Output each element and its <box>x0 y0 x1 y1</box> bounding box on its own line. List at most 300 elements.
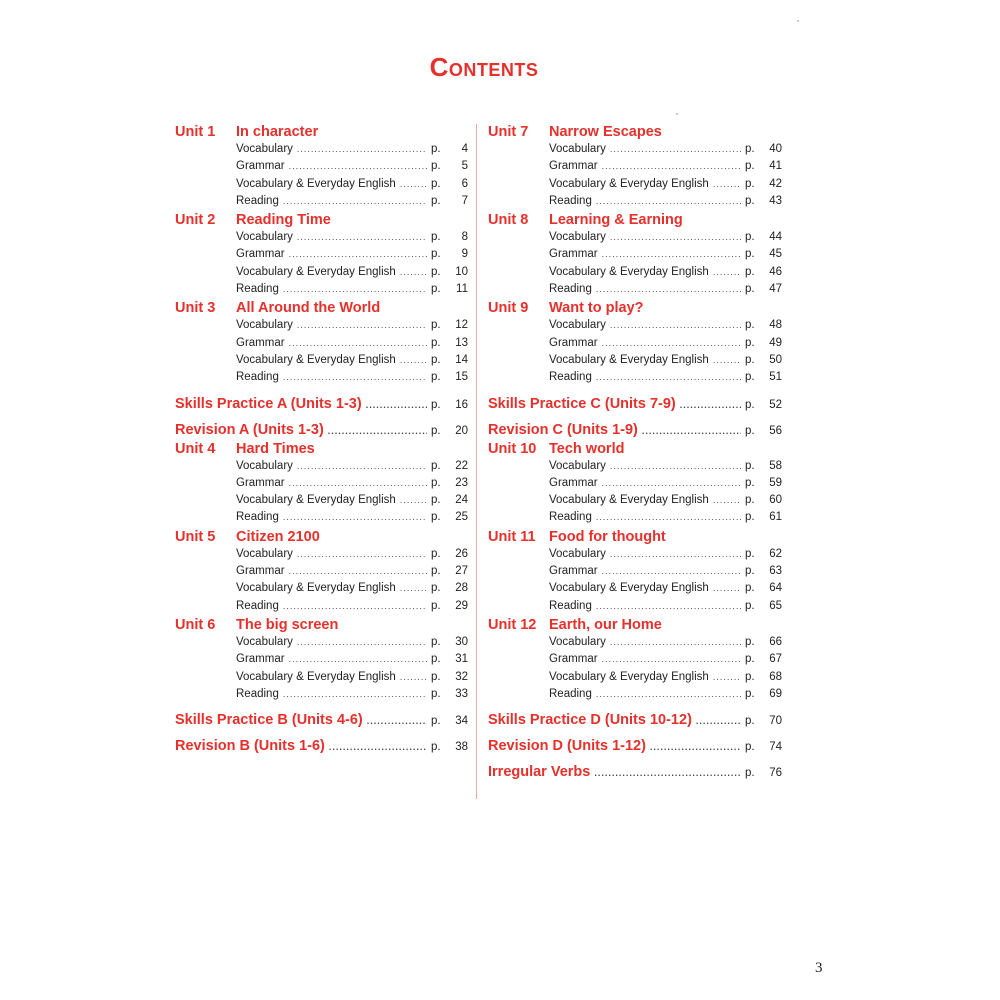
dot-leader <box>283 372 427 382</box>
unit-title: Citizen 2100 <box>236 528 320 545</box>
toc-entry[interactable] <box>236 494 468 511</box>
toc-special-entry[interactable] <box>488 764 782 783</box>
page-prefix: p. <box>431 336 441 349</box>
toc-entry[interactable] <box>236 511 468 528</box>
entry-page-number: 26 <box>455 547 468 560</box>
dot-leader <box>713 672 741 682</box>
unit-number: Unit 10 <box>488 440 537 457</box>
dot-leader <box>289 478 427 488</box>
entry-page-number: 68 <box>769 670 782 683</box>
entry-label: Grammar <box>549 476 598 489</box>
toc-entry[interactable] <box>549 248 782 265</box>
page-prefix: p. <box>431 194 441 207</box>
toc-entry[interactable] <box>236 636 468 653</box>
toc-entry[interactable] <box>549 477 782 494</box>
toc-entry[interactable] <box>549 178 782 195</box>
entry-label: Reading <box>236 283 279 296</box>
special-page-number: 70 <box>769 715 782 728</box>
dot-leader <box>297 232 427 242</box>
toc-special-entry[interactable] <box>488 712 782 731</box>
entry-label: Reading <box>236 371 279 384</box>
page-prefix: p. <box>431 353 441 366</box>
entry-label: Vocabulary <box>236 635 293 648</box>
entry-label: Vocabulary & Everyday English <box>549 265 709 278</box>
special-page-number: 34 <box>455 715 468 728</box>
entry-page-number: 58 <box>769 459 782 472</box>
page-prefix: p. <box>431 565 441 578</box>
unit-heading[interactable] <box>175 124 468 143</box>
entry-page-number: 5 <box>461 160 468 173</box>
entry-label: Vocabulary <box>549 547 606 560</box>
unit-heading[interactable] <box>488 529 782 548</box>
toc-special-entry[interactable] <box>488 738 782 757</box>
dot-leader <box>596 196 741 206</box>
entry-label: Grammar <box>549 653 598 666</box>
dot-leader <box>610 232 741 242</box>
toc-entry[interactable] <box>549 582 782 599</box>
entry-label: Grammar <box>236 160 285 173</box>
entry-label: Grammar <box>549 336 598 349</box>
dot-leader <box>329 742 427 752</box>
entry-page-number: 62 <box>769 547 782 560</box>
page-prefix: p. <box>745 319 755 332</box>
scan-speck <box>676 113 678 115</box>
special-entry-label: Irregular Verbs <box>488 764 591 781</box>
toc-entry[interactable] <box>236 565 468 582</box>
entry-label: Vocabulary & Everyday English <box>236 177 396 190</box>
entry-page-number: 28 <box>455 582 468 595</box>
page-prefix: p. <box>431 424 441 437</box>
toc-entry[interactable] <box>549 494 782 511</box>
dot-leader <box>283 601 427 611</box>
unit-section <box>488 441 782 529</box>
entry-label: Vocabulary & Everyday English <box>549 353 709 366</box>
entry-page-number: 8 <box>461 231 468 244</box>
entry-page-number: 15 <box>455 371 468 384</box>
toc-entry[interactable] <box>236 195 468 212</box>
page-prefix: p. <box>431 248 441 261</box>
dot-leader <box>602 338 741 348</box>
dot-leader <box>713 495 741 505</box>
special-page-number: 56 <box>769 424 782 437</box>
entry-label: Vocabulary <box>549 319 606 332</box>
entry-label: Reading <box>549 687 592 700</box>
unit-number: Unit 11 <box>488 528 536 545</box>
page-prefix: p. <box>745 336 755 349</box>
dot-leader <box>596 689 741 699</box>
entry-label: Vocabulary <box>236 547 293 560</box>
page-prefix: p. <box>431 371 441 384</box>
entry-label: Grammar <box>236 336 285 349</box>
toc-entry[interactable] <box>549 143 782 160</box>
unit-section <box>175 617 468 705</box>
dot-leader <box>283 689 427 699</box>
page-prefix: p. <box>745 687 755 700</box>
entry-page-number: 42 <box>769 177 782 190</box>
entry-label: Vocabulary & Everyday English <box>236 670 396 683</box>
toc-entry[interactable] <box>549 565 782 582</box>
toc-entry[interactable] <box>549 653 782 670</box>
dot-leader <box>610 461 741 471</box>
unit-heading[interactable] <box>488 617 782 636</box>
unit-section <box>488 300 782 388</box>
entry-label: Vocabulary & Everyday English <box>236 353 396 366</box>
unit-number: Unit 2 <box>175 212 216 229</box>
entry-label: Grammar <box>236 565 285 578</box>
entry-page-number: 61 <box>769 511 782 524</box>
toc-entry[interactable] <box>236 371 468 388</box>
dot-leader <box>289 161 427 171</box>
toc-entry[interactable] <box>549 636 782 653</box>
unit-title: Reading Time <box>236 212 331 229</box>
toc-entry[interactable] <box>236 248 468 265</box>
entry-page-number: 60 <box>769 494 782 507</box>
toc-entry[interactable] <box>549 671 782 688</box>
entry-label: Reading <box>549 511 592 524</box>
page-prefix: p. <box>745 424 755 437</box>
entry-page-number: 10 <box>455 265 468 278</box>
entry-page-number: 9 <box>461 248 468 261</box>
unit-title: Narrow Escapes <box>549 124 662 140</box>
dot-leader <box>400 583 427 593</box>
page-prefix: p. <box>745 231 755 244</box>
toc-entry[interactable] <box>549 319 782 336</box>
toc-entry[interactable] <box>236 477 468 494</box>
special-entry-label: Revision A (Units 1-3) <box>175 421 324 438</box>
unit-heading[interactable] <box>175 300 468 319</box>
entry-label: Grammar <box>549 248 598 261</box>
entry-page-number: 24 <box>455 494 468 507</box>
page-prefix: p. <box>745 476 755 489</box>
special-entry-label: Skills Practice A (Units 1-3) <box>175 395 362 412</box>
dot-leader <box>596 372 741 382</box>
entry-label: Vocabulary <box>236 459 293 472</box>
toc-entry[interactable] <box>236 266 468 283</box>
entry-page-number: 12 <box>455 319 468 332</box>
special-page-number: 38 <box>455 741 468 754</box>
toc-entry[interactable] <box>236 178 468 195</box>
dot-leader <box>400 267 427 277</box>
dot-leader <box>400 672 427 682</box>
entry-page-number: 51 <box>769 371 782 384</box>
entry-label: Vocabulary & Everyday English <box>549 494 709 507</box>
entry-page-number: 41 <box>769 160 782 173</box>
entry-page-number: 63 <box>769 565 782 578</box>
page-prefix: p. <box>745 715 755 728</box>
page-number: 3 <box>815 960 823 976</box>
toc-entry[interactable] <box>549 266 782 283</box>
entry-page-number: 11 <box>456 283 468 296</box>
page-prefix: p. <box>431 476 441 489</box>
unit-number: Unit 9 <box>488 300 529 317</box>
entry-label: Reading <box>236 599 279 612</box>
page-prefix: p. <box>745 265 755 278</box>
unit-number: Unit 8 <box>488 212 529 229</box>
dot-leader <box>602 566 741 576</box>
dot-leader <box>297 637 427 647</box>
unit-title: Tech world <box>549 440 625 457</box>
unit-heading[interactable] <box>175 529 468 548</box>
toc-entry[interactable] <box>236 548 468 565</box>
page-prefix: p. <box>431 670 441 683</box>
dot-leader <box>289 566 427 576</box>
entry-page-number: 32 <box>455 670 468 683</box>
dot-leader <box>297 461 427 471</box>
toc-special-entry[interactable] <box>175 422 468 441</box>
entry-page-number: 44 <box>769 231 782 244</box>
entry-page-number: 27 <box>455 565 468 578</box>
entry-label: Reading <box>236 194 279 207</box>
special-page-number: 20 <box>455 424 468 437</box>
page-prefix: p. <box>431 547 441 560</box>
page-prefix: p. <box>431 582 441 595</box>
unit-heading[interactable] <box>175 212 468 231</box>
page-prefix: p. <box>745 371 755 384</box>
toc-entry[interactable] <box>549 337 782 354</box>
unit-title: All Around the World <box>236 300 381 317</box>
unit-section <box>488 529 782 617</box>
unit-title: Food for thought <box>549 528 666 545</box>
dot-leader <box>713 179 741 189</box>
entry-label: Grammar <box>236 248 285 261</box>
toc-entry[interactable] <box>236 160 468 177</box>
unit-section <box>175 124 468 212</box>
page-prefix: p. <box>431 511 441 524</box>
unit-section <box>175 212 468 300</box>
toc-special-entry[interactable] <box>175 396 468 415</box>
toc-special-entry[interactable] <box>175 738 468 757</box>
toc-special-entry[interactable] <box>488 396 782 415</box>
unit-heading[interactable] <box>175 441 468 460</box>
dot-leader <box>283 284 427 294</box>
page-prefix: p. <box>431 494 441 507</box>
dot-leader <box>696 716 741 726</box>
dot-leader <box>283 196 427 206</box>
entry-page-number: 67 <box>769 653 782 666</box>
scan-speck <box>797 20 799 22</box>
toc-entry[interactable] <box>236 337 468 354</box>
unit-heading[interactable] <box>488 212 782 231</box>
page-prefix: p. <box>431 265 441 278</box>
unit-section <box>488 617 782 705</box>
entry-page-number: 25 <box>455 511 468 524</box>
dot-leader <box>650 742 741 752</box>
entry-label: Vocabulary & Everyday English <box>236 494 396 507</box>
dot-leader <box>596 601 741 611</box>
unit-section <box>488 124 782 212</box>
page-prefix: p. <box>745 599 755 612</box>
unit-number: Unit 6 <box>175 616 216 633</box>
toc-entry[interactable] <box>236 688 468 705</box>
entry-label: Vocabulary & Everyday English <box>549 582 709 595</box>
special-page-number: 52 <box>769 398 782 411</box>
page-prefix: p. <box>431 741 441 754</box>
dot-leader <box>642 426 741 436</box>
page-prefix: p. <box>745 653 755 666</box>
page-prefix: p. <box>745 511 755 524</box>
unit-title: Learning & Earning <box>549 212 683 229</box>
entry-page-number: 40 <box>769 143 782 155</box>
page-prefix: p. <box>431 177 441 190</box>
dot-leader <box>289 338 427 348</box>
entry-page-number: 64 <box>769 582 782 595</box>
entry-page-number: 46 <box>769 265 782 278</box>
unit-title: Hard Times <box>236 440 315 457</box>
special-entry-label: Revision B (Units 1-6) <box>175 738 325 755</box>
unit-title: The big screen <box>236 616 339 633</box>
entry-label: Grammar <box>236 476 285 489</box>
entry-page-number: 30 <box>455 635 468 648</box>
toc-entry[interactable] <box>549 548 782 565</box>
toc-entry[interactable] <box>236 600 468 617</box>
entry-label: Vocabulary & Everyday English <box>236 265 396 278</box>
entry-label: Reading <box>549 283 592 296</box>
column-divider <box>476 124 477 799</box>
page-prefix: p. <box>431 160 441 173</box>
dot-leader <box>610 320 741 330</box>
unit-section <box>175 300 468 388</box>
dot-leader <box>610 637 741 647</box>
entry-page-number: 4 <box>461 143 468 155</box>
dot-leader <box>596 284 741 294</box>
entry-label: Vocabulary <box>236 319 293 332</box>
entry-page-number: 7 <box>461 194 468 207</box>
dot-leader <box>289 249 427 259</box>
dot-leader <box>713 583 741 593</box>
entry-label: Vocabulary & Everyday English <box>549 177 709 190</box>
entry-label: Vocabulary <box>549 635 606 648</box>
toc-special-entry[interactable] <box>488 422 782 441</box>
entry-page-number: 33 <box>455 687 468 700</box>
dot-leader <box>602 478 741 488</box>
dot-leader <box>602 161 741 171</box>
toc-special-entry[interactable] <box>175 712 468 731</box>
toc-entry[interactable] <box>236 283 468 300</box>
toc-entry[interactable] <box>236 653 468 670</box>
page-prefix: p. <box>745 398 755 411</box>
entry-label: Vocabulary <box>549 231 606 244</box>
page-prefix: p. <box>745 353 755 366</box>
page-prefix: p. <box>745 635 755 648</box>
toc-entry[interactable] <box>549 460 782 477</box>
toc-entry[interactable] <box>236 671 468 688</box>
dot-leader <box>400 179 427 189</box>
unit-section <box>488 212 782 300</box>
entry-label: Reading <box>549 371 592 384</box>
page-prefix: p. <box>745 565 755 578</box>
dot-leader <box>297 549 427 559</box>
page-title: Contents <box>429 52 539 82</box>
unit-number: Unit 12 <box>488 616 537 633</box>
unit-heading[interactable] <box>488 124 782 143</box>
toc-entry[interactable] <box>549 160 782 177</box>
special-entry-label: Revision C (Units 1-9) <box>488 421 638 438</box>
special-entry-label: Skills Practice B (Units 4-6) <box>175 712 363 729</box>
dot-leader <box>713 267 741 277</box>
entry-page-number: 66 <box>769 635 782 648</box>
toc-entry[interactable] <box>236 319 468 336</box>
dot-leader <box>680 400 741 410</box>
entry-label: Vocabulary & Everyday English <box>236 582 396 595</box>
toc-entry[interactable] <box>236 460 468 477</box>
entry-label: Reading <box>236 687 279 700</box>
special-entry-label: Revision D (Units 1-12) <box>488 738 646 755</box>
special-page-number: 74 <box>769 741 782 754</box>
unit-number: Unit 7 <box>488 124 529 140</box>
toc-entry[interactable] <box>549 283 782 300</box>
toc-entry[interactable] <box>549 371 782 388</box>
page-prefix: p. <box>431 687 441 700</box>
toc-entry[interactable] <box>549 195 782 212</box>
unit-title: Earth, our Home <box>549 616 662 633</box>
dot-leader <box>400 495 427 505</box>
unit-heading[interactable] <box>488 300 782 319</box>
toc-entry[interactable] <box>549 231 782 248</box>
page-prefix: p. <box>745 582 755 595</box>
page-prefix: p. <box>745 248 755 261</box>
unit-section <box>175 529 468 617</box>
entry-page-number: 50 <box>769 353 782 366</box>
dot-leader <box>594 768 741 778</box>
unit-number: Unit 5 <box>175 528 216 545</box>
entry-page-number: 45 <box>769 248 782 261</box>
unit-heading[interactable] <box>488 441 782 460</box>
page-prefix: p. <box>431 715 441 728</box>
entry-page-number: 69 <box>769 687 782 700</box>
dot-leader <box>602 654 741 664</box>
entry-page-number: 13 <box>455 336 468 349</box>
entry-label: Reading <box>549 599 592 612</box>
unit-title: Want to play? <box>549 300 644 317</box>
dot-leader <box>400 355 427 365</box>
entry-page-number: 49 <box>769 336 782 349</box>
page-prefix: p. <box>745 160 755 173</box>
page-prefix: p. <box>745 143 755 155</box>
entry-label: Vocabulary <box>549 143 606 155</box>
special-entry-label: Skills Practice C (Units 7-9) <box>488 395 676 412</box>
toc-entry[interactable] <box>549 511 782 528</box>
dot-leader <box>283 512 427 522</box>
dot-leader <box>610 549 741 559</box>
entry-label: Grammar <box>236 653 285 666</box>
toc-entry[interactable] <box>236 354 468 371</box>
entry-page-number: 6 <box>461 177 468 190</box>
dot-leader <box>713 355 741 365</box>
unit-heading[interactable] <box>175 617 468 636</box>
page-prefix: p. <box>431 398 441 411</box>
dot-leader <box>610 144 741 154</box>
page-prefix: p. <box>745 459 755 472</box>
entry-page-number: 48 <box>769 319 782 332</box>
special-page-number: 76 <box>769 767 782 780</box>
entry-label: Reading <box>549 194 592 207</box>
page-prefix: p. <box>431 319 441 332</box>
toc-entry[interactable] <box>549 600 782 617</box>
page-prefix: p. <box>431 143 441 155</box>
page-prefix: p. <box>431 599 441 612</box>
entry-page-number: 14 <box>455 353 468 366</box>
page-prefix: p. <box>745 177 755 190</box>
toc-entry[interactable] <box>236 143 468 160</box>
entry-page-number: 29 <box>455 599 468 612</box>
toc-entry[interactable] <box>549 688 782 705</box>
toc-entry[interactable] <box>236 582 468 599</box>
contents-right-column <box>488 124 782 783</box>
page-prefix: p. <box>431 283 441 296</box>
toc-entry[interactable] <box>549 354 782 371</box>
toc-entry[interactable] <box>236 231 468 248</box>
page-prefix: p. <box>431 231 441 244</box>
